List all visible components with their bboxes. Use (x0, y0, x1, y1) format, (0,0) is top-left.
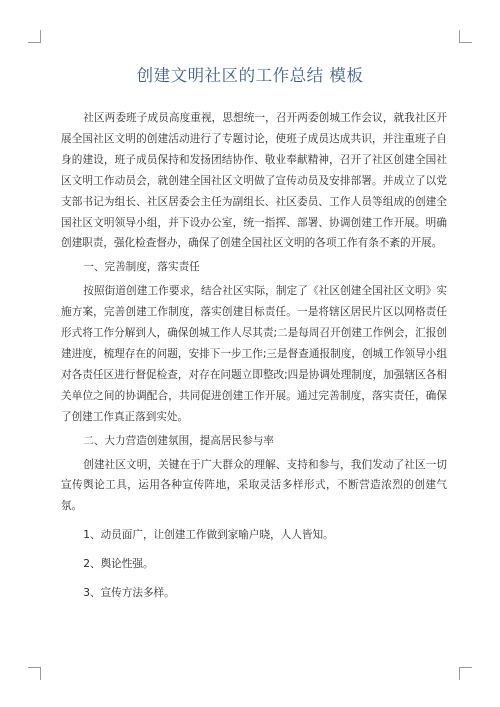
section-heading-2: 二、大力营造创建氛围，提高居民参与率 (83, 434, 274, 447)
document-body (61, 108, 447, 604)
list-item-3: 3、宣传方法多样。 (83, 587, 175, 600)
section-2-paragraph: 创建社区文明，关键在于广大群众的理解、支持和参与，我们发动了社区一切宣传舆论工具，运用各种宣传阵地，采取灵活多样形式，不断营造浓烈的创建气氛。 (61, 458, 447, 513)
section-heading-1: 一、完善制度，落实责任 (83, 261, 200, 274)
crop-mark-top-left (28, 30, 41, 43)
section-1-paragraph: 按照街道创建工作要求，结合社区实际，制定了《社区创建全国社区文明》实施方案，完善创建工作制度，落实创建目标责任。一是将辖区居民片区以网格责任形式将工作分解到人，确保创城工作人尽其责;二是每周召开创建工作例会，汇报创建进度，梳理存在的问题，安排下一步工作;三是督查通报制度，创城工作领导小组对各责任区进行督促检查，对存在问题立即整改;四是协调处理制度，加强辖区各相关单位之间的协调配合，共同促进创建工作开展。通过完善制度，落实责任，确保了创建工作真正落到实处。 (61, 285, 447, 423)
list-item-1: 1、动员面广，让创建工作做到家喻户晓，人人皆知。 (83, 529, 334, 542)
crop-mark-top-right (459, 30, 472, 43)
intro-paragraph: 社区两委班子成员高度重视，思想统一，召开两委创城工作会议，就我社区开展全国社区文明的创建活动进行了专题讨论，使班子成员达成共识，并注重班子自身的建设，班子成员保持和发扬团结协作、敬业奉献精神，召开了社区创建全国社区文明工作动员会，就创建全国社区文明做了宣传动员及安排部署。并成立了以党支部书记为组长、社区居委会主任为副组长、社区委员、工作人员等组成的创建全国社区文明领导小组，并下设办公室，统一指挥、部署、协调创建工作开展。明确创建职责，强化检查督办，确保了创建全国社区文明的各项工作有条不紊的开展。 (61, 112, 447, 250)
list-item-2: 2、舆论性强。 (83, 558, 154, 571)
crop-mark-bottom-left (28, 667, 41, 680)
document-title: 创建文明社区的工作总结 模板 (136, 66, 364, 85)
crop-mark-bottom-right (459, 667, 472, 680)
